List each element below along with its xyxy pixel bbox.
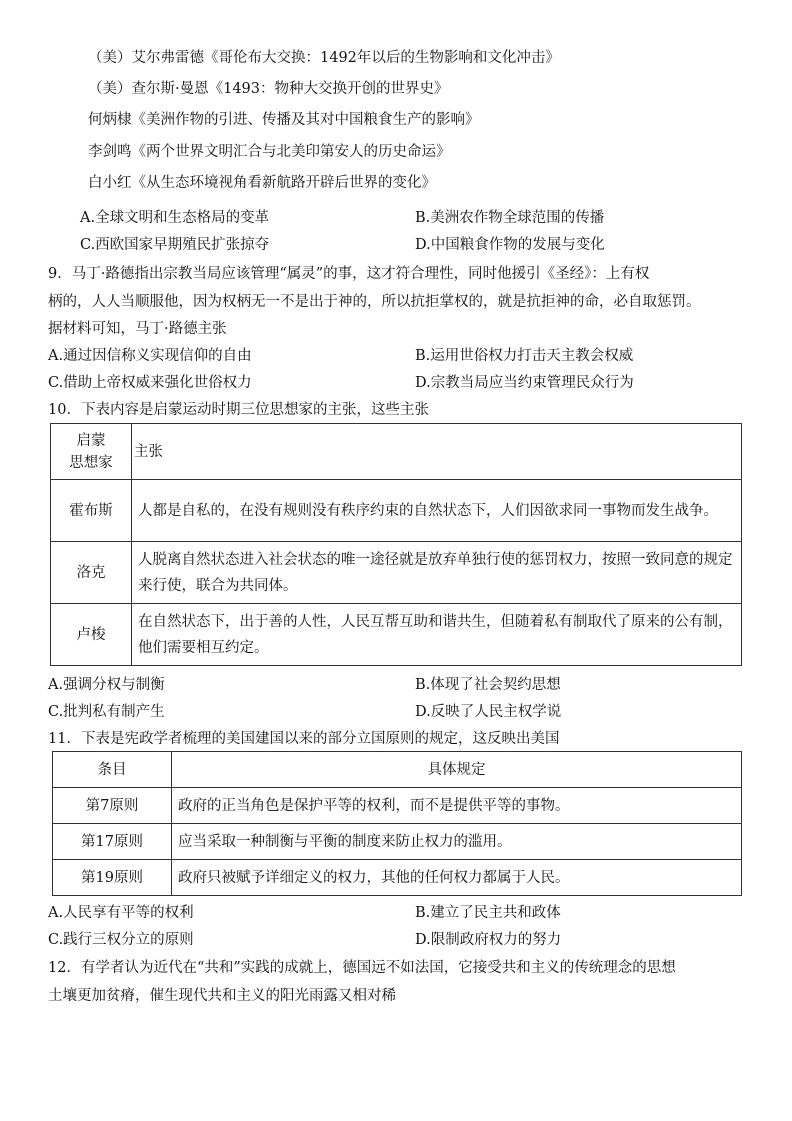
q10-row-2-name: 洛克 — [51, 542, 132, 604]
q10-table — [50, 423, 742, 666]
q10-option-c[interactable]: C.批判私有制产生 — [48, 704, 165, 720]
q9-option-d[interactable]: D.宗教当局应当约束管理民众行为 — [415, 375, 634, 391]
q12-stem-line-1: 12．有学者认为近代在“共和”实践的成就上，德国远不如法国，它接受共和主义的传统理念的思想 — [48, 960, 676, 976]
q10-row-2-text: 人脱离自然状态进入社会状态的唯一途径就是放弃单独行使的惩罚权力，按照一致同意的规定来行使，联合为共同体。 — [132, 542, 742, 604]
table-row — [53, 824, 742, 860]
q8-option-b[interactable]: B.美洲农作物全球范围的传播 — [415, 210, 605, 226]
q11-row-3-text: 政府只被赋予详细定义的权力，其他的任何权力都属于人民。 — [172, 860, 742, 896]
q10-option-a[interactable]: A.强调分权与制衡 — [48, 677, 165, 693]
q11-row-2-name: 第17原则 — [53, 824, 172, 860]
table-row — [53, 788, 742, 824]
q11-row-3-name: 第19原则 — [53, 860, 172, 896]
q11-row-2-text: 应当采取一种制衡与平衡的制度来防止权力的滥用。 — [172, 824, 742, 860]
q10-row-1-name: 霍布斯 — [51, 480, 132, 542]
q9-option-a[interactable]: A.通过因信称义实现信仰的自由 — [48, 348, 252, 364]
q11-row-1-name: 第7原则 — [53, 788, 172, 824]
q10-option-d[interactable]: D.反映了人民主权学说 — [415, 704, 562, 720]
q11-header-rule: 具体规定 — [172, 752, 742, 788]
q9-stem-line-1: 9．马丁·路德指出宗教当局应该管理“属灵”的事，这才符合理性，同时他援引《圣经》：上有权 — [48, 266, 650, 282]
q9-option-c[interactable]: C.借助上帝权威来强化世俗权力 — [48, 375, 252, 391]
q8-option-d[interactable]: D.中国粮食作物的发展与变化 — [415, 237, 605, 253]
q9-stem-line-3: 据材料可知，马丁·路德主张 — [48, 321, 227, 337]
book-2: （美）查尔斯·曼恩《1493：物种大交换开创的世界史》 — [88, 81, 449, 97]
q8-option-c[interactable]: C.西欧国家早期殖民扩张掠夺 — [80, 237, 270, 253]
book-4: 李剑鸣《两个世界文明汇合与北美印第安人的历史命运》 — [88, 144, 451, 160]
q10-header-thinker: 启蒙 思想家 — [51, 424, 132, 480]
table-row — [51, 604, 742, 666]
q11-table — [52, 751, 742, 896]
q10-option-b[interactable]: B.体现了社会契约思想 — [415, 677, 561, 693]
table-row — [51, 542, 742, 604]
book-3: 何炳棣《美洲作物的引进、传播及其对中国粮食生产的影响》 — [88, 112, 480, 128]
q9-stem-line-2: 柄的，人人当顺服他，因为权柄无一不是出于神的，所以抗拒掌权的，就是抗拒神的命，必自取惩罚。 — [48, 294, 701, 310]
q10-header-claim: 主张 — [132, 424, 742, 480]
q12-stem-line-2: 土壤更加贫瘠，催生现代共和主义的阳光雨露又相对稀 — [48, 988, 396, 1004]
q10-row-3-text: 在自然状态下，出于善的人性，人民互帮互助和谐共生，但随着私有制取代了原来的公有制，他们需要相互约定。 — [132, 604, 742, 666]
q11-option-c[interactable]: C.践行三权分立的原则 — [48, 932, 194, 948]
table-row — [51, 480, 742, 542]
q10-row-3-name: 卢梭 — [51, 604, 132, 666]
q11-option-d[interactable]: D.限制政府权力的努力 — [415, 932, 562, 948]
table-row — [53, 860, 742, 896]
q9-option-b[interactable]: B.运用世俗权力打击天主教会权威 — [415, 348, 634, 364]
q11-row-1-text: 政府的正当角色是保护平等的权利，而不是提供平等的事物。 — [172, 788, 742, 824]
q11-option-a[interactable]: A.人民享有平等的权利 — [48, 905, 194, 921]
q11-option-b[interactable]: B.建立了民主共和政体 — [415, 905, 561, 921]
q8-option-a[interactable]: A.全球文明和生态格局的变革 — [80, 210, 270, 226]
book-1: （美）艾尔弗雷德《哥伦布大交换：1492年以后的生物影响和文化冲击》 — [88, 50, 560, 66]
q10-stem: 10．下表内容是启蒙运动时期三位思想家的主张，这些主张 — [48, 402, 429, 418]
q10-row-1-text: 人都是自私的，在没有规则没有秩序约束的自然状态下，人们因欲求同一事物而发生战争。 — [132, 480, 742, 542]
book-5: 白小红《从生态环境视角看新航路开辟后世界的变化》 — [88, 175, 436, 191]
q11-table-header — [53, 752, 742, 788]
q11-header-item: 条目 — [53, 752, 172, 788]
q10-table-header — [51, 424, 742, 480]
q11-stem: 11．下表是宪政学者梳理的美国建国以来的部分立国原则的规定，这反映出美国 — [48, 731, 560, 747]
